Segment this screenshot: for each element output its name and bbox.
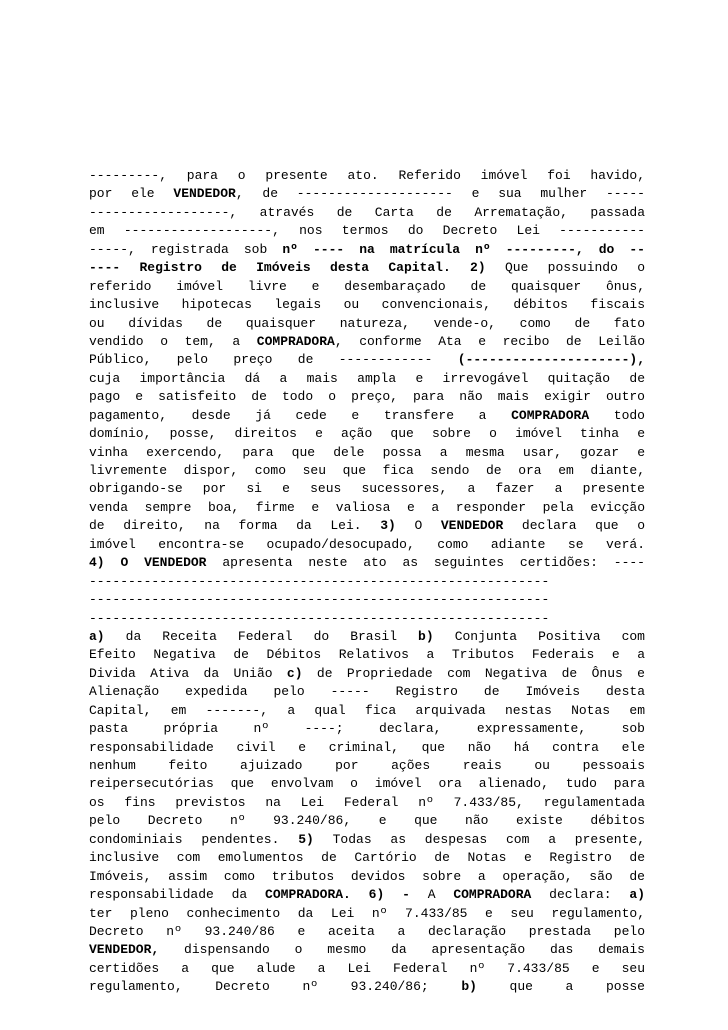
document-line	[89, 610, 645, 628]
body-text: -----------------------------------------------------------	[89, 573, 550, 589]
body-text: condominiais pendentes.	[89, 831, 299, 847]
body-text: responsabilidade da	[89, 887, 266, 903]
document-line	[89, 554, 645, 572]
document-line	[89, 333, 645, 351]
body-text: de Propriedade com Negativa de Ônus e	[302, 665, 645, 681]
body-text: dispensando o mesmo da apresentação das demais	[159, 942, 645, 958]
body-text: domínio, posse, direitos e ação que sobre o imóvel tinha e	[89, 426, 645, 442]
document-line	[89, 167, 645, 185]
body-text: -----------------------------------------------------------	[89, 592, 550, 608]
body-text: Que possuindo o	[485, 260, 645, 276]
bold-text: nº ---- na matrícula nº ---------, do --	[282, 241, 645, 257]
bold-text: b)	[418, 628, 434, 644]
bold-text: COMPRADORA	[453, 887, 532, 903]
document-line	[89, 370, 645, 388]
document-line	[89, 775, 645, 793]
body-text: regulamento, Decreto nº 93.240/86;	[89, 979, 462, 995]
document-line	[89, 794, 645, 812]
document-line	[89, 204, 645, 222]
document-line	[89, 591, 645, 609]
body-text: da Receita Federal do Brasil	[104, 628, 419, 644]
document-line	[89, 222, 645, 240]
document-line	[89, 351, 645, 369]
bold-text: ---- Registro de Imóveis desta Capital. 2)	[89, 260, 486, 276]
document-line	[89, 296, 645, 314]
bold-text: a)	[89, 628, 105, 644]
body-text: de direito, na forma da Lei.	[89, 518, 381, 534]
bold-text: 4) O VENDEDOR	[89, 555, 207, 571]
bold-text: (---------------------),	[457, 352, 645, 368]
document-line	[89, 517, 645, 535]
body-text: ou dívidas de quaisquer natureza, vende-o, como de fato	[89, 315, 645, 331]
body-text: referido imóvel livre e desembaraçado de quaisquer ônus,	[89, 278, 645, 294]
body-text: Imóveis, assim como tributos devidos sobre a operação, são de	[89, 868, 645, 884]
document-line	[89, 886, 645, 904]
document-line	[89, 683, 645, 701]
document-body	[89, 167, 645, 997]
body-text: Capital, em -------, a qual fica arquivada nestas Notas em	[89, 702, 645, 718]
body-text: nenhum feito ajuizado por ações reais ou pessoais	[89, 758, 645, 773]
document-line	[89, 702, 645, 720]
bold-text: VENDEDOR,	[89, 942, 160, 958]
bold-text: COMPRADORA	[511, 407, 590, 423]
body-text: , conforme Ata e recibo de Leilão	[334, 333, 645, 349]
bold-text: COMPRADORA. 6) -	[265, 887, 410, 903]
body-text: que a posse	[476, 979, 645, 995]
body-text: cuja importância dá a mais ampla e irrevogável quitação de	[89, 370, 645, 386]
document-line	[89, 259, 645, 277]
bold-text: COMPRADORA	[256, 333, 335, 349]
body-text: Conjunta Positiva com	[433, 628, 645, 644]
body-text: em -------------------, nos termos do Decreto Lei -----------	[89, 223, 645, 239]
document-line	[89, 757, 645, 775]
document-line	[89, 278, 645, 296]
document-line	[89, 923, 645, 941]
document-line	[89, 499, 645, 517]
body-text: inclusive com emolumentos de Cartório de Notas e Registro de	[89, 850, 645, 866]
document-line	[89, 739, 645, 757]
body-text: declara que o	[503, 518, 645, 534]
bold-text: b)	[461, 979, 477, 995]
document-line	[89, 868, 645, 886]
body-text: , de -------------------- e sua mulher -----	[235, 186, 645, 202]
document-line	[89, 941, 645, 959]
bold-text: c)	[286, 665, 303, 681]
body-text: reipersecutórias que envolvam o imóvel ora alienado, tudo para	[89, 776, 645, 792]
document-line	[89, 407, 645, 425]
document-line	[89, 628, 645, 646]
document-line	[89, 462, 645, 480]
body-text: venda sempre boa, firme e valiosa e a responder pela evicção	[89, 499, 645, 515]
bold-text: VENDEDOR	[173, 186, 236, 202]
body-text: declara:	[531, 887, 630, 903]
body-text: todo	[589, 407, 645, 423]
body-text: Efeito Negativa de Débitos Relativos a Tributos Federais e a	[89, 647, 645, 663]
document-line	[89, 720, 645, 738]
document-line	[89, 831, 645, 849]
body-text: -----, registrada sob	[89, 241, 283, 257]
body-text: por ele	[89, 186, 174, 202]
document-line	[89, 978, 645, 996]
body-text: ---------, para o presente ato. Referido imóvel foi havido,	[89, 168, 645, 183]
document-line	[89, 315, 645, 333]
document-line	[89, 960, 645, 978]
body-text: pasta própria nº ----; declara, expressamente, sob	[89, 721, 645, 737]
body-text: A	[409, 887, 454, 903]
body-text: ter pleno conhecimento da Lei nº 7.433/85 e seu regulamento,	[89, 905, 645, 921]
document-line	[89, 646, 645, 664]
body-text: inclusive hipotecas legais ou convencionais, débitos fiscais	[89, 297, 645, 313]
document-line	[89, 388, 645, 406]
bold-text: 3)	[380, 518, 396, 534]
document-line	[89, 849, 645, 867]
body-text: livremente dispor, como seu que fica sendo de ora em diante,	[89, 463, 645, 478]
document-line	[89, 812, 645, 830]
document-line	[89, 573, 645, 591]
bold-text: a)	[629, 887, 645, 903]
body-text: vinha exercendo, para que dele possa a mesma usar, gozar e	[89, 444, 645, 460]
document-line	[89, 185, 645, 203]
document-line	[89, 241, 645, 259]
bold-text: 5)	[298, 831, 314, 847]
body-text: -----------------------------------------------------------	[89, 610, 550, 626]
body-text: responsabilidade civil e criminal, que não há contra ele	[89, 739, 645, 755]
body-text: O	[395, 518, 441, 534]
body-text: Todas as despesas com a presente,	[313, 831, 646, 847]
document-line	[89, 444, 645, 462]
body-text: vendido o tem, a	[89, 333, 257, 349]
body-text: pelo Decreto nº 93.240/86, e que não existe débitos	[89, 813, 645, 829]
document-line	[89, 536, 645, 554]
bold-text: VENDEDOR	[440, 518, 504, 534]
document-line	[89, 905, 645, 923]
body-text: obrigando-se por si e seus sucessores, a fazer a presente	[89, 481, 645, 497]
body-text: pagamento, desde já cede e transfere a	[89, 407, 512, 423]
body-text: Divida Ativa da União	[89, 665, 287, 681]
body-text: Público, pelo preço de ------------	[89, 352, 458, 368]
body-text: certidões a que alude a Lei Federal nº 7.433/85 e seu	[89, 960, 645, 976]
document-line	[89, 480, 645, 498]
body-text: os fins previstos na Lei Federal nº 7.433/85, regulamentada	[89, 794, 645, 810]
body-text: imóvel encontra-se ocupado/desocupado, como adiante se verá.	[89, 536, 645, 552]
body-text: apresenta neste ato as seguintes certidões: ----	[206, 555, 645, 571]
body-text: pago e satisfeito de todo o preço, para não mais exigir outro	[89, 389, 645, 405]
body-text: Alienação expedida pelo ----- Registro de Imóveis desta	[89, 684, 645, 700]
document-line	[89, 665, 645, 683]
body-text: ------------------, através de Carta de Arrematação, passada	[89, 204, 645, 220]
body-text: Decreto nº 93.240/86 e aceita a declaração prestada pelo	[89, 923, 645, 939]
document-line	[89, 425, 645, 443]
